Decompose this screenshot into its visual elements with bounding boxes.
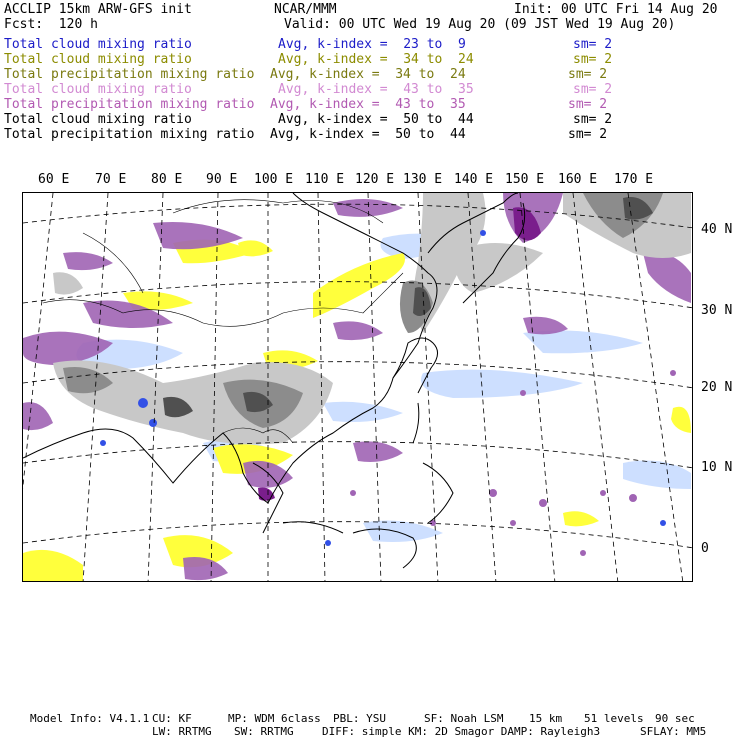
field-row: [0, 67, 740, 82]
cell-dot: [520, 390, 526, 396]
cloud-patch: [421, 370, 583, 398]
cloud-patch: [623, 461, 691, 489]
cell-dot: [510, 520, 516, 526]
precip-patch: [333, 321, 383, 340]
timestep: 90 sec: [655, 712, 695, 725]
precip-patch: [353, 441, 403, 462]
field-avg: Avg, k-index = 50 to 44: [270, 127, 466, 142]
core-dot: [100, 440, 106, 446]
lon-label: 140 E: [454, 172, 494, 187]
lon-label: 80 E: [151, 172, 183, 187]
mp-scheme: MP: WDM 6class: [228, 712, 321, 725]
lat-label: 20 N: [701, 380, 733, 395]
core-dot: [138, 398, 148, 408]
valid-time: Valid: 00 UTC Wed 19 Aug 20 (09 JST Wed 19 Aug 20): [284, 17, 676, 32]
cloud-patch: [323, 402, 403, 422]
sflay-scheme: SFLAY: MM5: [640, 725, 707, 738]
lon-label: 160 E: [558, 172, 598, 187]
cloud-patch: [563, 511, 599, 526]
field-row: [0, 127, 740, 142]
levels: 51 levels: [584, 712, 644, 725]
footer-line-2: [0, 725, 740, 739]
model-title: ACCLIP 15km ARW-GFS init: [4, 2, 192, 17]
parallel-0: [23, 522, 693, 548]
field-name: Total cloud mixing ratio: [4, 82, 192, 97]
field-avg: Avg, k-index = 23 to 9: [278, 37, 466, 52]
cloud-patch: [453, 243, 543, 293]
coastline: [283, 522, 343, 533]
map-canvas: [23, 193, 693, 582]
precip-patch: [63, 252, 113, 270]
field-avg: Avg, k-index = 34 to 24: [270, 67, 466, 82]
lon-label: 70 E: [95, 172, 127, 187]
cloud-patch: [671, 407, 691, 433]
lat-label: 40 N: [701, 222, 733, 237]
sw-scheme: SW: RRTMG: [234, 725, 294, 738]
precip-patch: [183, 557, 228, 580]
field-name: Total precipitation mixing ratio: [4, 127, 255, 142]
field-row: [0, 112, 740, 127]
field-sm: sm= 2: [568, 67, 608, 82]
lon-label: 150 E: [505, 172, 545, 187]
diff-damp: DIFF: simple KM: 2D Smagor DAMP: Rayleigh3: [322, 725, 601, 738]
cloud-patch: [23, 550, 83, 582]
footer-line-1: [0, 712, 740, 726]
lon-label: 120 E: [355, 172, 395, 187]
cell-dot: [600, 490, 606, 496]
cloud-patch: [53, 272, 83, 294]
precip-patch: [333, 199, 403, 217]
lat-label: 0: [701, 541, 709, 556]
lat-label: 30 N: [701, 303, 733, 318]
field-name: Total precipitation mixing ratio: [4, 97, 255, 112]
meridian: [23, 193, 53, 582]
field-avg: Avg, k-index = 43 to 35: [270, 97, 466, 112]
core-dot: [149, 419, 157, 427]
field-row: [0, 97, 740, 112]
cell-dot: [539, 499, 547, 507]
field-sm: sm= 2: [573, 112, 613, 127]
lw-scheme: LW: RRTMG: [152, 725, 212, 738]
core-dot: [660, 520, 666, 526]
lon-label: 130 E: [403, 172, 443, 187]
field-sm: sm= 2: [573, 82, 613, 97]
header-row-2: [0, 17, 740, 32]
precip-patch: [23, 402, 53, 430]
cell-dot: [350, 490, 356, 496]
model-info: Model Info: V4.1.1: [30, 712, 150, 725]
lon-label: 90 E: [206, 172, 238, 187]
cell-dot: [489, 489, 497, 497]
coastline: [423, 463, 453, 523]
field-sm: sm= 2: [568, 127, 608, 142]
cell-dot: [629, 494, 637, 502]
field-avg: Avg, k-index = 50 to 44: [278, 112, 474, 127]
field-row: [0, 82, 740, 97]
lon-label: 110 E: [305, 172, 345, 187]
core-dot: [480, 230, 486, 236]
init-time: Init: 00 UTC Fri 14 Aug 20: [514, 2, 718, 17]
lon-label: 60 E: [38, 172, 70, 187]
lat-label: 10 N: [701, 460, 733, 475]
field-row: [0, 52, 740, 67]
field-avg: Avg, k-index = 43 to 35: [278, 82, 474, 97]
lon-label: 100 E: [254, 172, 294, 187]
field-name: Total cloud mixing ratio: [4, 52, 192, 67]
cell-dot: [580, 550, 586, 556]
field-name: Total cloud mixing ratio: [4, 112, 192, 127]
field-sm: sm= 2: [573, 37, 613, 52]
pbl-scheme: PBL: YSU: [333, 712, 386, 725]
resolution: 15 km: [529, 712, 563, 725]
sf-scheme: SF: Noah LSM: [424, 712, 504, 725]
field-name: Total cloud mixing ratio: [4, 37, 192, 52]
field-name: Total precipitation mixing ratio: [4, 67, 255, 82]
precip-patch: [643, 252, 691, 303]
header-row-1: [0, 2, 740, 17]
coastline: [413, 403, 419, 443]
map-panel: [22, 192, 693, 582]
org-label: NCAR/MMM: [274, 2, 337, 17]
field-avg: Avg, k-index = 34 to 24: [278, 52, 474, 67]
core-dot: [325, 540, 331, 546]
field-row: [0, 37, 740, 52]
cu-scheme: CU: KF: [152, 712, 192, 725]
field-sm: sm= 2: [568, 97, 608, 112]
field-sm: sm= 2: [573, 52, 613, 67]
forecast-hour: Fcst: 120 h: [4, 17, 98, 32]
lon-label: 170 E: [614, 172, 654, 187]
cell-dot: [670, 370, 676, 376]
